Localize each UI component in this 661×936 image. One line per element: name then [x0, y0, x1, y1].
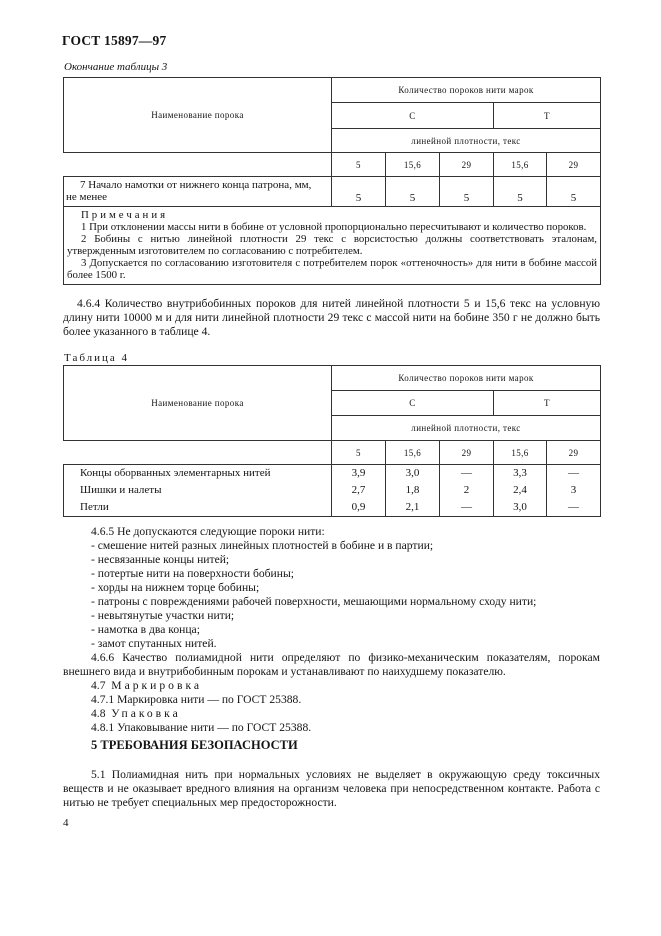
para-4-7-1: 4.7.1 Маркировка нити — по ГОСТ 25388.: [91, 693, 302, 706]
table3-cell: 5: [440, 177, 494, 207]
para-4-6-5: 4.6.5 Не допускаются следующие пороки нити:: [91, 525, 325, 538]
table4-cell: 3: [547, 482, 601, 499]
table4-density: 29: [547, 441, 601, 465]
table4-density: 5: [332, 441, 386, 465]
defect-item: - патроны с повреждениями рабочей поверхности, мешающими нормальному сходу нити;: [91, 595, 537, 608]
table4-cell: 1,8: [386, 482, 440, 499]
table3-cell: 5: [332, 177, 386, 207]
table4-mark-c: С: [332, 391, 494, 416]
table4-cell: 2,4: [494, 482, 547, 499]
note-3: 3 Допускается по согласованию изготовителя с потребителем порок «оттеночность» для нити в бобине массой более 1500 г.: [67, 257, 597, 281]
defect-item: - хорды на нижнем торце бобины;: [91, 581, 260, 594]
table4-cell: 2,7: [332, 482, 386, 499]
para-4-8-num: 4.8: [91, 707, 106, 720]
table4-name-header: Наименование порока: [64, 366, 332, 441]
table3-cell: 5: [494, 177, 547, 207]
table4-row: [64, 482, 601, 499]
table4-cell: 3,3: [494, 465, 547, 482]
para-4-8-1: 4.8.1 Упаковывание нити — по ГОСТ 25388.: [91, 721, 312, 734]
defect-item: - смешение нитей разных линейных плотностей в бобине и в партии;: [91, 539, 434, 552]
table3-mark-t: Т: [494, 103, 601, 129]
table3-group-header: Количество пороков нити марок: [332, 78, 601, 103]
table4-cell: 3,0: [494, 499, 547, 517]
defect-item: - замот спутанных нитей.: [91, 637, 217, 650]
para-5-1: 5.1 Полиамидная нить при нормальных условиях не выделяет в окружающую среду токсичных веществ и не оказывает вредного влияния на организм человека при непосредственном контакте. Работа с нитью не требует специальных мер предосторожности.: [63, 768, 600, 809]
para-4-6-4: 4.6.4 Количество внутрибобинных пороков для нитей линейной плотности 5 и 15,6 текс на условную длину нити 10000 м и для нити линейной плотности 29 текс с массой нити на бобине 350 г не должно быть более указанного в таблице 4.: [63, 297, 600, 338]
notes-title: Примечания: [81, 209, 169, 221]
note-1: 1 При отклонении массы нити в бобине от условной пропорционально пересчитывают и количество пороков.: [81, 221, 587, 233]
para-4-8-title: Упаковка: [111, 707, 181, 720]
note-2: 2 Бобины с нитью линейной плотности 29 текс с ворсистостью должны соответствовать эталонам, утвержденным изготовителем по согласованию с потребителем.: [67, 233, 597, 257]
table4-cell: 2,1: [386, 499, 440, 517]
table4-density: 15,6: [494, 441, 547, 465]
table4-row-name: Шишки и налеты: [64, 482, 332, 499]
table3-row: [64, 177, 601, 207]
document-id: ГОСТ 15897—97: [62, 33, 167, 48]
table4-density: 29: [440, 441, 494, 465]
table3-density: 29: [547, 153, 601, 177]
table4-row-name: Концы оборванных элементарных нитей: [64, 465, 332, 482]
table3-cell: 5: [547, 177, 601, 207]
table4-cell: —: [547, 465, 601, 482]
table4-row: [64, 499, 601, 517]
table3-row-name: 7 Начало намотки от нижнего конца патрона, мм,: [80, 179, 312, 191]
table4-cell: 3,0: [386, 465, 440, 482]
table4-mark-t: Т: [494, 391, 601, 416]
table3-density: 15,6: [386, 153, 440, 177]
defect-item: - намотка в два конца;: [91, 623, 200, 636]
table3-notes: [64, 207, 601, 285]
para-4-7-title: Маркировка: [111, 679, 203, 692]
para-4-7-heading: [63, 679, 600, 693]
table4-label: Таблица 4: [64, 352, 130, 364]
table3-row-name-cont: не менее: [66, 191, 108, 203]
table3-density: 5: [332, 153, 386, 177]
para-4-7-num: 4.7: [91, 679, 106, 692]
table3-density: 29: [440, 153, 494, 177]
page-number: 4: [63, 817, 69, 829]
table4-density: 15,6: [386, 441, 440, 465]
table4-cell: 3,9: [332, 465, 386, 482]
section-5-title: 5 ТРЕБОВАНИЯ БЕЗОПАСНОСТИ: [91, 738, 298, 752]
table3-mark-c: С: [332, 103, 494, 129]
defects-section: [63, 525, 600, 735]
defect-item: - несвязанные концы нитей;: [91, 553, 230, 566]
table4-density-header: линейной плотности, текс: [332, 416, 601, 441]
defect-item: - потертые нити на поверхности бобины;: [91, 567, 294, 580]
table4: [63, 365, 601, 517]
table3: [63, 77, 601, 285]
table3-cell: 5: [386, 177, 440, 207]
table4-cell: —: [440, 465, 494, 482]
para-4-8-heading: [63, 707, 600, 721]
table3-caption: Окончание таблицы 3: [64, 61, 168, 73]
table4-cell: 0,9: [332, 499, 386, 517]
table3-name-header: Наименование порока: [64, 78, 332, 153]
table3-density-header: линейной плотности, текс: [332, 129, 601, 153]
para-4-6-6: 4.6.6 Качество полиамидной нити определяют по физико-механическим показателям, порокам внешнего вида и внутрибобинным порокам и устанавливают по наихудшему показателю.: [63, 651, 600, 678]
table4-row: [64, 465, 601, 482]
table4-group-header: Количество пороков нити марок: [332, 366, 601, 391]
table4-cell: 2: [440, 482, 494, 499]
table4-cell: —: [440, 499, 494, 517]
table4-cell: —: [547, 499, 601, 517]
table3-density: 15,6: [494, 153, 547, 177]
table4-row-name: Петли: [64, 499, 332, 517]
defect-item: - невытянутые участки нити;: [91, 609, 235, 622]
